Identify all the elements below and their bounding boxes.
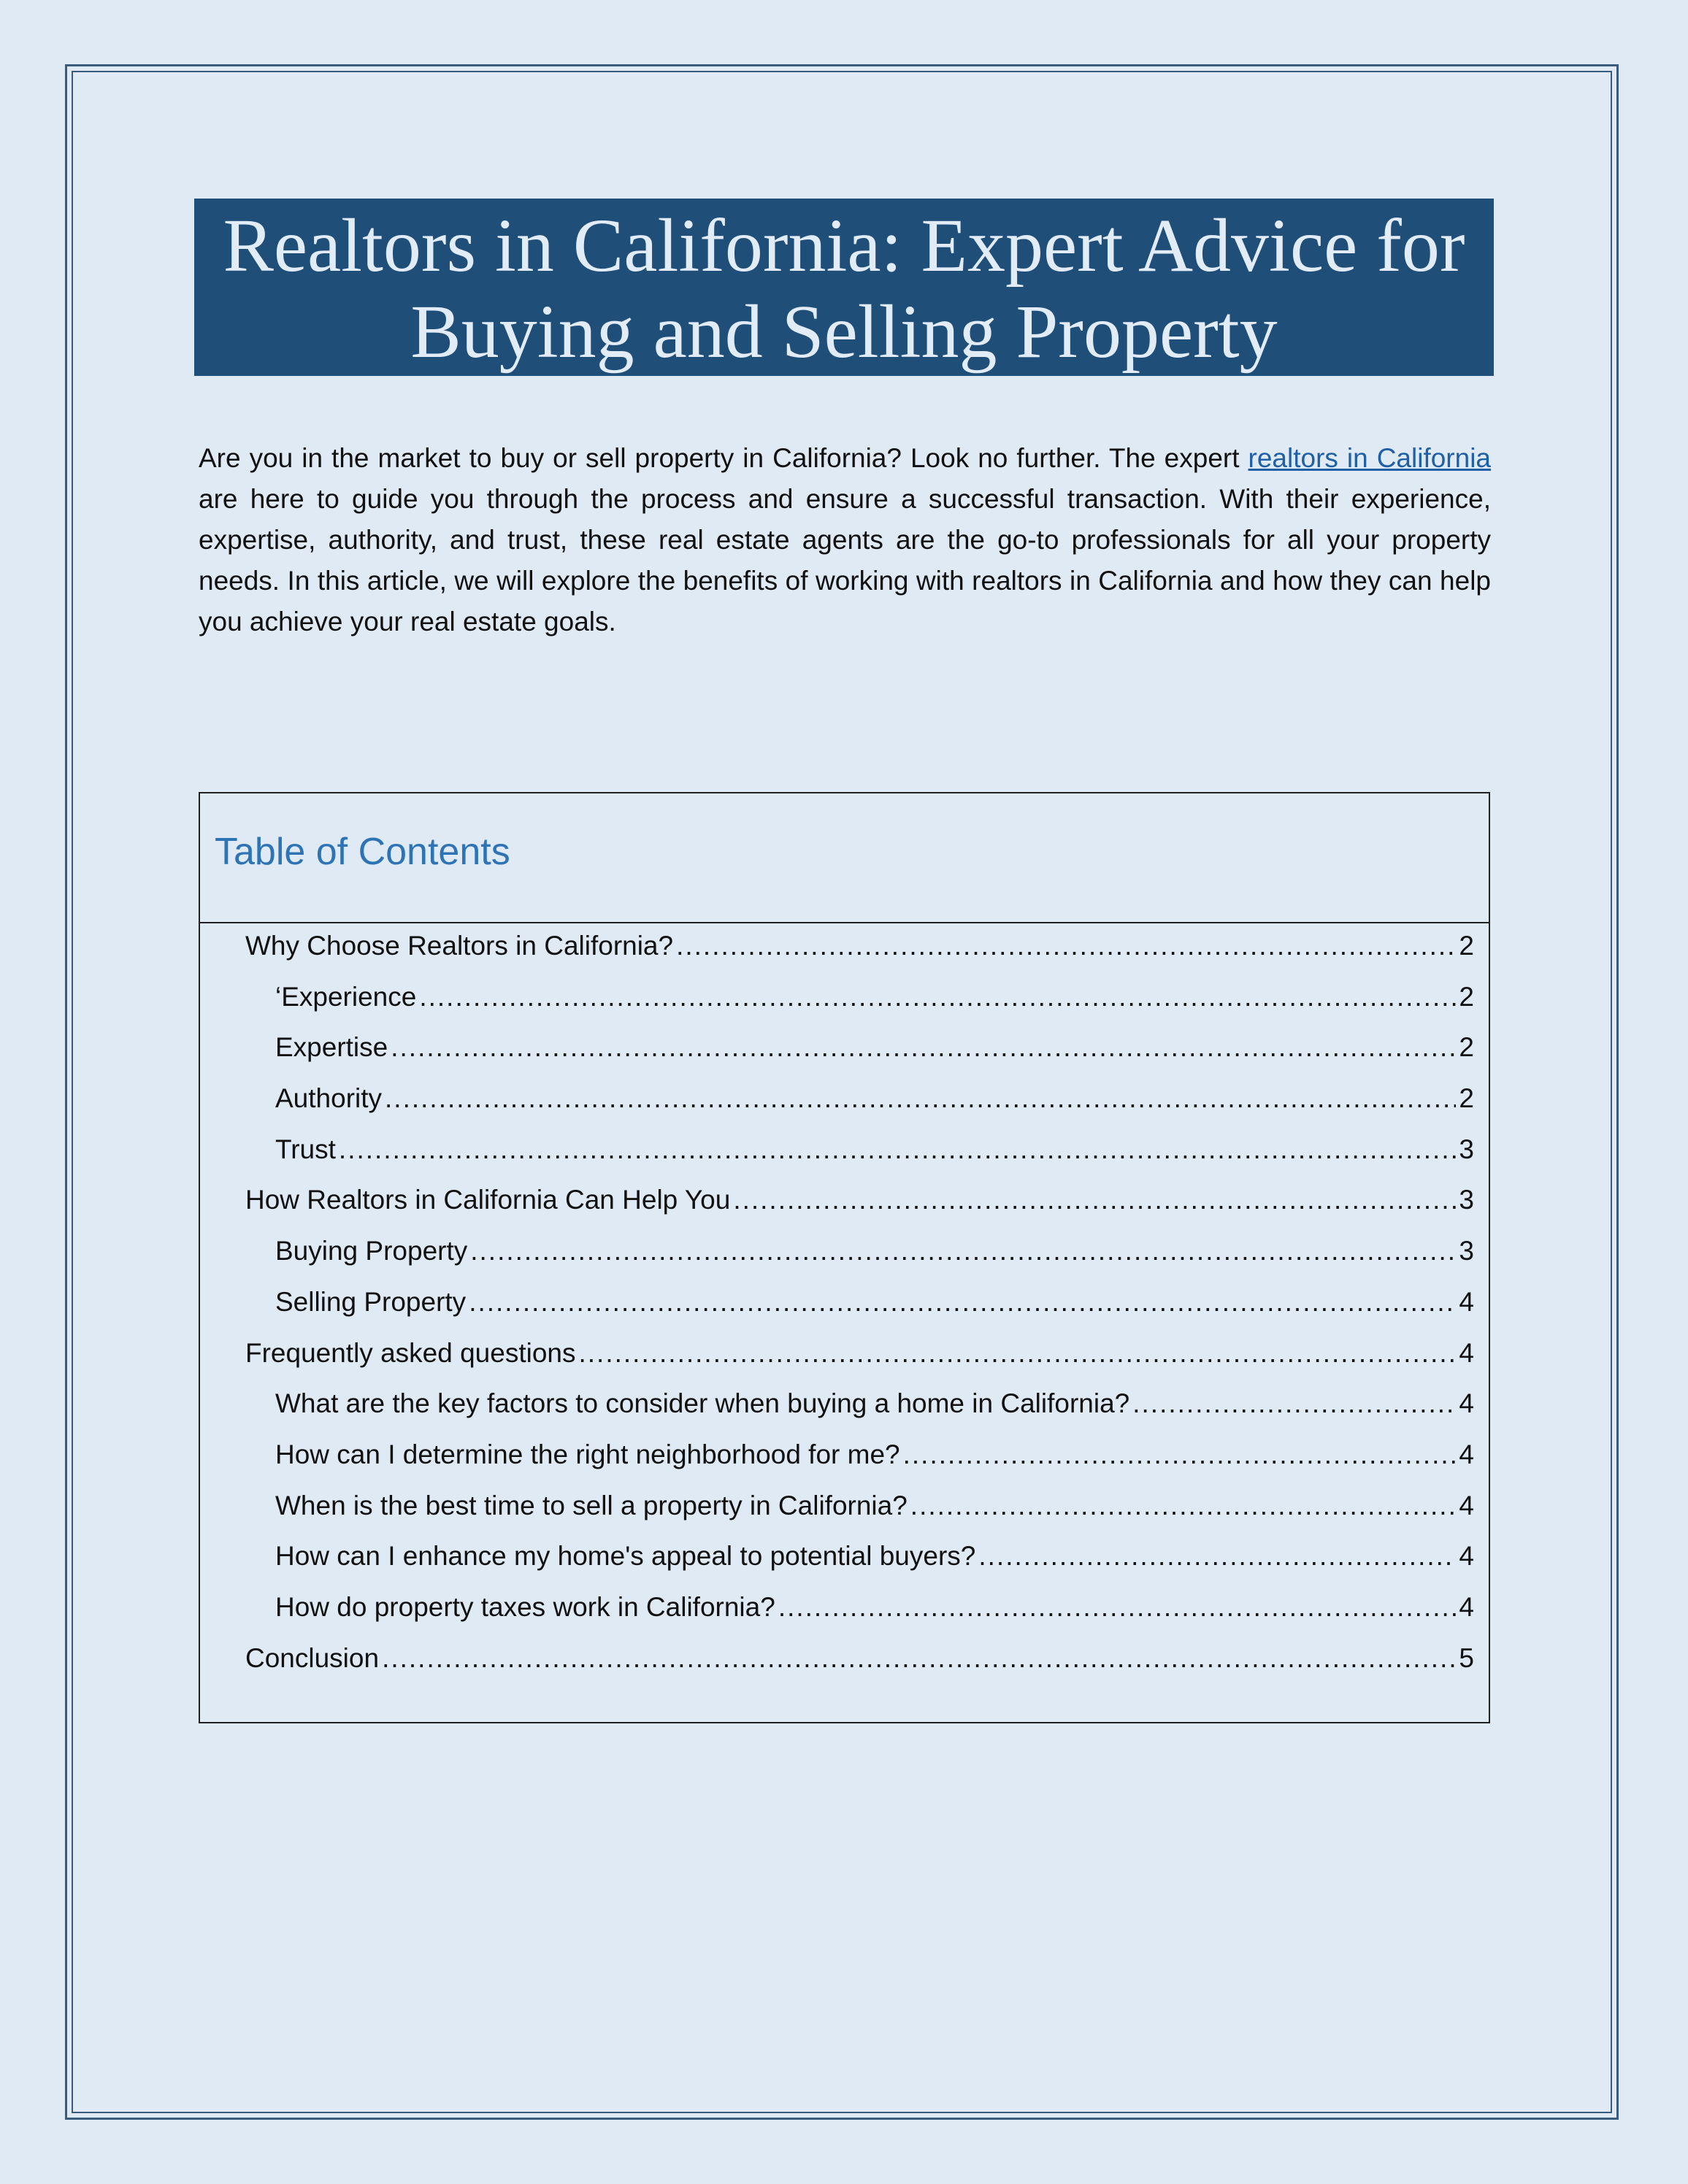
toc-entry-page-number: 4 — [1459, 1337, 1474, 1368]
toc-entry-label: Authority — [275, 1083, 383, 1114]
toc-dot-leader — [778, 1585, 1457, 1630]
toc-dot-leader — [1132, 1381, 1456, 1426]
toc-entry-page-number: 4 — [1459, 1591, 1474, 1622]
toc-dot-leader — [385, 1076, 1456, 1121]
toc-dot-leader — [676, 923, 1456, 969]
toc-dot-leader — [419, 974, 1456, 1020]
toc-entry[interactable] — [200, 1483, 1489, 1534]
toc-entry-label: Trust — [275, 1134, 336, 1164]
toc-entry-label: Frequently asked questions — [245, 1337, 576, 1368]
toc-entry-page-number: 4 — [1459, 1286, 1474, 1317]
toc-entry-label: How can I determine the right neighborhood for me? — [275, 1439, 900, 1469]
toc-dot-leader — [469, 1280, 1456, 1325]
toc-entry-page-number: 4 — [1459, 1439, 1474, 1469]
toc-entry-page-number: 3 — [1459, 1236, 1474, 1266]
toc-entry[interactable] — [200, 1381, 1489, 1432]
toc-dot-leader — [470, 1228, 1456, 1274]
toc-entry-label: Selling Property — [275, 1286, 467, 1317]
page-title-line-1: Realtors in California: Expert Advice for — [223, 204, 1465, 288]
toc-entry-page-number: 4 — [1459, 1490, 1474, 1520]
toc-heading: Table of Contents — [215, 831, 510, 873]
toc-entry-page-number: 2 — [1459, 931, 1474, 961]
toc-list — [200, 923, 1489, 1686]
toc-entry[interactable] — [200, 1585, 1489, 1636]
toc-entry[interactable] — [200, 1636, 1489, 1687]
toc-entry[interactable] — [200, 1127, 1489, 1178]
toc-entry[interactable] — [200, 1076, 1489, 1127]
intro-text-end: are here to guide you through the process and ensure a successful transaction. With their experience, expertise, authority, and trust, these real estate agents are the go-to professionals for all your property needs. In this article, we will explore the benefits of working with realtors in California and how they can help you achieve your real estate goals. — [199, 484, 1491, 637]
toc-dot-leader — [382, 1636, 1456, 1681]
toc-entry[interactable] — [200, 1280, 1489, 1331]
toc-entry-page-number: 4 — [1459, 1388, 1474, 1419]
toc-entry-label: Why Choose Realtors in California? — [245, 931, 674, 961]
toc-entry-page-number: 3 — [1459, 1185, 1474, 1215]
toc-entry[interactable] — [200, 1177, 1489, 1228]
toc-entry[interactable] — [200, 1025, 1489, 1076]
toc-entry-label: Buying Property — [275, 1236, 468, 1266]
toc-entry-page-number: 5 — [1459, 1642, 1474, 1673]
toc-entry-page-number: 2 — [1459, 1083, 1474, 1114]
realtors-in-california-link[interactable]: realtors in California — [1248, 443, 1491, 473]
intro-paragraph — [199, 438, 1491, 642]
toc-entry-page-number: 2 — [1459, 1032, 1474, 1063]
toc-entry-label: Conclusion — [245, 1642, 380, 1673]
toc-entry-page-number: 2 — [1459, 981, 1474, 1012]
toc-entry[interactable] — [200, 974, 1489, 1026]
toc-entry-label: When is the best time to sell a property in California? — [275, 1490, 908, 1520]
table-of-contents — [199, 792, 1490, 1723]
toc-entry[interactable] — [200, 1331, 1489, 1382]
toc-entry[interactable] — [200, 1228, 1489, 1280]
toc-entry-page-number: 4 — [1459, 1541, 1474, 1572]
toc-entry-label: How can I enhance my home's appeal to potential buyers? — [275, 1541, 976, 1572]
toc-dot-leader — [903, 1432, 1457, 1477]
toc-dot-leader — [910, 1483, 1457, 1529]
toc-header — [200, 793, 1489, 923]
toc-entry-label: How Realtors in California Can Help You — [245, 1185, 731, 1215]
toc-entry-page-number: 3 — [1459, 1134, 1474, 1164]
toc-dot-leader — [978, 1534, 1456, 1579]
toc-dot-leader — [733, 1177, 1456, 1223]
toc-entry-label: Expertise — [275, 1032, 388, 1063]
toc-entry[interactable] — [200, 1534, 1489, 1585]
toc-entry-label: What are the key factors to consider when buying a home in California? — [275, 1388, 1130, 1419]
toc-dot-leader — [339, 1127, 1457, 1172]
page-title — [194, 199, 1494, 376]
toc-dot-leader — [391, 1025, 1456, 1070]
toc-entry-label: ‘Experience — [275, 981, 417, 1012]
toc-dot-leader — [579, 1331, 1457, 1376]
page-title-line-2: Buying and Selling Property — [410, 290, 1278, 374]
toc-entry-label: How do property taxes work in California? — [275, 1591, 775, 1622]
toc-entry[interactable] — [200, 1432, 1489, 1483]
toc-entry[interactable] — [200, 923, 1489, 974]
intro-text-start: Are you in the market to buy or sell property in California? Look no further. The expert — [199, 443, 1248, 473]
